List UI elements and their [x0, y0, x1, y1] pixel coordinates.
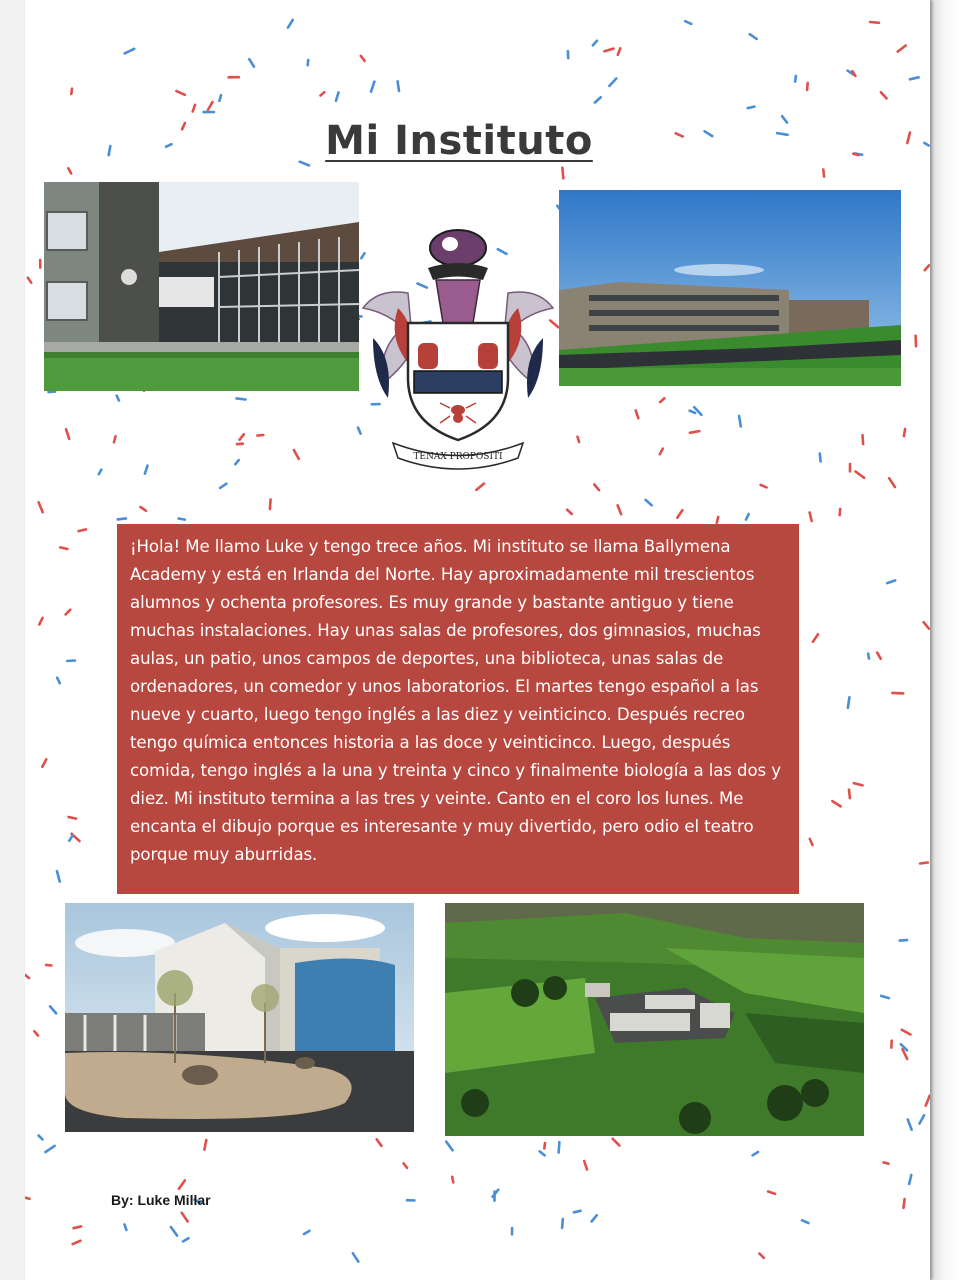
photo-aerial-view	[445, 903, 864, 1136]
confetti-piece	[823, 170, 824, 177]
confetti-piece	[574, 1211, 581, 1213]
confetti-piece	[446, 1142, 452, 1151]
confetti-piece	[746, 514, 749, 520]
confetti-piece	[863, 435, 864, 444]
photo-school-front	[44, 182, 359, 391]
confetti-piece	[237, 444, 243, 445]
confetti-piece	[125, 1225, 127, 1231]
confetti-piece	[618, 48, 620, 54]
page-title: Mi Instituto	[325, 118, 593, 164]
confetti-piece	[807, 83, 808, 90]
confetti-piece	[660, 449, 663, 455]
confetti-piece	[813, 634, 818, 642]
confetti-piece	[795, 76, 796, 82]
confetti-piece	[810, 839, 813, 845]
confetti-piece	[892, 693, 903, 694]
crest-motto: TENAX PROPOSITI	[413, 452, 503, 462]
confetti-piece	[288, 20, 293, 28]
confetti-piece	[544, 1143, 545, 1149]
photo-school-side	[559, 190, 901, 386]
confetti-piece	[235, 460, 238, 464]
confetti-piece	[249, 59, 254, 66]
confetti-piece	[924, 143, 928, 146]
confetti-piece	[877, 653, 881, 659]
confetti-piece	[562, 1219, 563, 1228]
confetti-piece	[336, 92, 339, 100]
confetti-piece	[257, 435, 263, 436]
confetti-piece	[768, 1192, 775, 1194]
confetti-piece	[810, 513, 812, 522]
confetti-piece	[46, 965, 51, 966]
confetti-piece	[584, 1161, 587, 1170]
confetti-piece	[559, 1142, 560, 1152]
confetti-piece	[183, 1238, 188, 1241]
confetti-piece	[609, 79, 616, 86]
confetti-piece	[578, 437, 580, 442]
confetti-piece	[39, 502, 43, 512]
confetti-piece	[193, 105, 195, 112]
confetti-piece	[117, 396, 119, 401]
confetti-piece	[39, 618, 42, 625]
intro-paragraph: ¡Hola! Me llamo Luke y tengo trece años. Mi instituto se llama Ballymena Academy y está en Irlanda del Norte. Hay aproximadamente mil trescientos alumnos y ochenta profesores. Es muy grande y bastante antiguo y tiene muchas instalaciones. Hay unas salas de profesores, dos gimnasios, muchas aulas, un patio, unos campos de deportes, una biblioteca, unas salas de ordenadores, un comedor y unos laboratorios. El martes tengo español a las nueve y cuarto, luego tengo inglés a las diez y veinticinco. Después recreo tengo química entonces historia a las doce y veinticinco. Luego, después comida, tengo inglés a la una y treinta y cinco y finalmente biología a las dos y diez. Mi instituto termina a las tres y veinte. Canto en el coro los lunes. Me encanta el dibujo porque es interesante y muy divertido, pero odio el teatro porque muy aburridas.	[130, 537, 781, 864]
confetti-piece	[182, 1213, 188, 1222]
confetti-piece	[125, 49, 135, 54]
confetti-piece	[854, 783, 863, 785]
confetti-piece	[904, 429, 905, 436]
confetti-piece	[49, 392, 56, 393]
confetti-piece	[361, 56, 365, 61]
confetti-piece	[685, 21, 691, 24]
confetti-piece	[907, 133, 910, 144]
confetti-piece	[28, 278, 31, 283]
confetti-piece	[60, 547, 67, 549]
confetti-piece	[57, 871, 60, 881]
confetti-piece	[25, 973, 29, 978]
confetti-piece	[926, 1096, 930, 1106]
confetti-piece	[594, 485, 599, 491]
confetti-piece	[595, 97, 601, 102]
confetti-piece	[646, 500, 652, 505]
confetti-piece	[304, 1231, 310, 1234]
confetti-piece	[889, 478, 895, 487]
confetti-piece	[179, 519, 185, 520]
confetti-piece	[924, 622, 929, 628]
confetti-piece	[73, 1241, 81, 1244]
confetti-piece	[636, 410, 639, 418]
confetti-piece	[840, 509, 841, 515]
confetti-piece	[802, 1220, 808, 1223]
confetti-piece	[884, 1162, 889, 1163]
confetti-piece	[567, 510, 572, 514]
confetti-piece	[881, 92, 887, 98]
confetti-piece	[856, 472, 865, 478]
confetti-piece	[832, 801, 840, 806]
confetti-piece	[145, 466, 148, 474]
confetti-piece	[34, 1031, 38, 1035]
confetti-piece	[69, 817, 77, 819]
confetti-piece	[240, 434, 244, 439]
confetti-piece	[71, 89, 72, 94]
confetti-piece	[270, 499, 271, 509]
confetti-piece	[171, 1227, 177, 1236]
confetti-piece	[759, 1254, 763, 1258]
confetti-piece	[204, 1140, 206, 1150]
confetti-piece	[540, 1151, 545, 1155]
confetti-piece	[820, 454, 821, 462]
confetti-piece	[219, 95, 221, 101]
confetti-piece	[353, 1253, 358, 1261]
confetti-piece	[237, 398, 246, 399]
confetti-piece	[909, 1175, 911, 1184]
confetti-piece	[748, 107, 755, 109]
confetti-piece	[750, 34, 757, 39]
confetti-piece	[613, 1139, 620, 1146]
confetti-piece	[74, 1226, 82, 1228]
confetti-piece	[739, 416, 741, 427]
confetti-piece	[404, 1163, 407, 1167]
confetti-piece	[25, 1197, 30, 1199]
confetti-piece	[925, 265, 929, 270]
confetti-piece	[920, 863, 928, 864]
confetti-piece	[848, 697, 850, 708]
confetti-piece	[176, 91, 184, 95]
confetti-piece	[717, 517, 718, 523]
confetti-piece	[99, 470, 101, 475]
confetti-piece	[904, 1199, 905, 1208]
confetti-piece	[605, 49, 614, 52]
confetti-piece	[870, 22, 879, 23]
confetti-piece	[308, 60, 309, 65]
confetti-piece	[377, 1139, 382, 1145]
confetti-piece	[208, 102, 213, 110]
confetti-piece	[753, 1152, 758, 1155]
page-edge	[930, 0, 960, 1280]
confetti-piece	[476, 484, 484, 490]
confetti-piece	[910, 77, 919, 79]
confetti-piece	[677, 510, 682, 517]
confetti-piece	[398, 81, 399, 91]
confetti-piece	[68, 168, 71, 173]
confetti-piece	[902, 1030, 911, 1035]
confetti-piece	[46, 1146, 55, 1152]
author-credit: By: Luke Millar	[111, 1192, 211, 1208]
confetti-piece	[593, 41, 597, 46]
confetti-piece	[690, 411, 696, 413]
confetti-piece	[660, 398, 664, 402]
confetti-piece	[452, 1177, 453, 1183]
confetti-piece	[57, 678, 60, 684]
school-crest	[358, 218, 558, 473]
confetti-piece	[887, 580, 895, 583]
intro-text-box	[117, 524, 799, 894]
confetti-piece	[141, 507, 147, 511]
confetti-piece	[908, 1120, 912, 1130]
confetti-piece	[761, 485, 767, 488]
confetti-piece	[371, 82, 374, 92]
photo-modern-building	[65, 903, 414, 1132]
confetti-piece	[66, 429, 69, 439]
confetti-piece	[69, 835, 73, 841]
confetti-piece	[618, 505, 622, 514]
confetti-piece	[66, 610, 71, 615]
confetti-piece	[562, 168, 563, 179]
confetti-piece	[114, 436, 116, 442]
confetti-piece	[179, 1180, 185, 1188]
document-page	[25, 0, 930, 1280]
confetti-piece	[50, 1006, 56, 1013]
confetti-piece	[849, 790, 850, 798]
confetti-piece	[79, 529, 87, 531]
confetti-piece	[321, 92, 325, 95]
confetti-piece	[900, 940, 907, 941]
confetti-piece	[42, 759, 46, 766]
confetti-piece	[220, 484, 226, 488]
confetti-piece	[881, 996, 889, 998]
confetti-piece	[898, 46, 906, 52]
confetti-piece	[592, 1215, 597, 1221]
confetti-piece	[67, 661, 75, 662]
confetti-piece	[118, 518, 126, 519]
confetti-piece	[690, 431, 699, 433]
confetti-piece	[868, 654, 869, 659]
confetti-piece	[39, 1136, 43, 1140]
confetti-piece	[920, 1115, 925, 1123]
confetti-piece	[294, 450, 299, 459]
